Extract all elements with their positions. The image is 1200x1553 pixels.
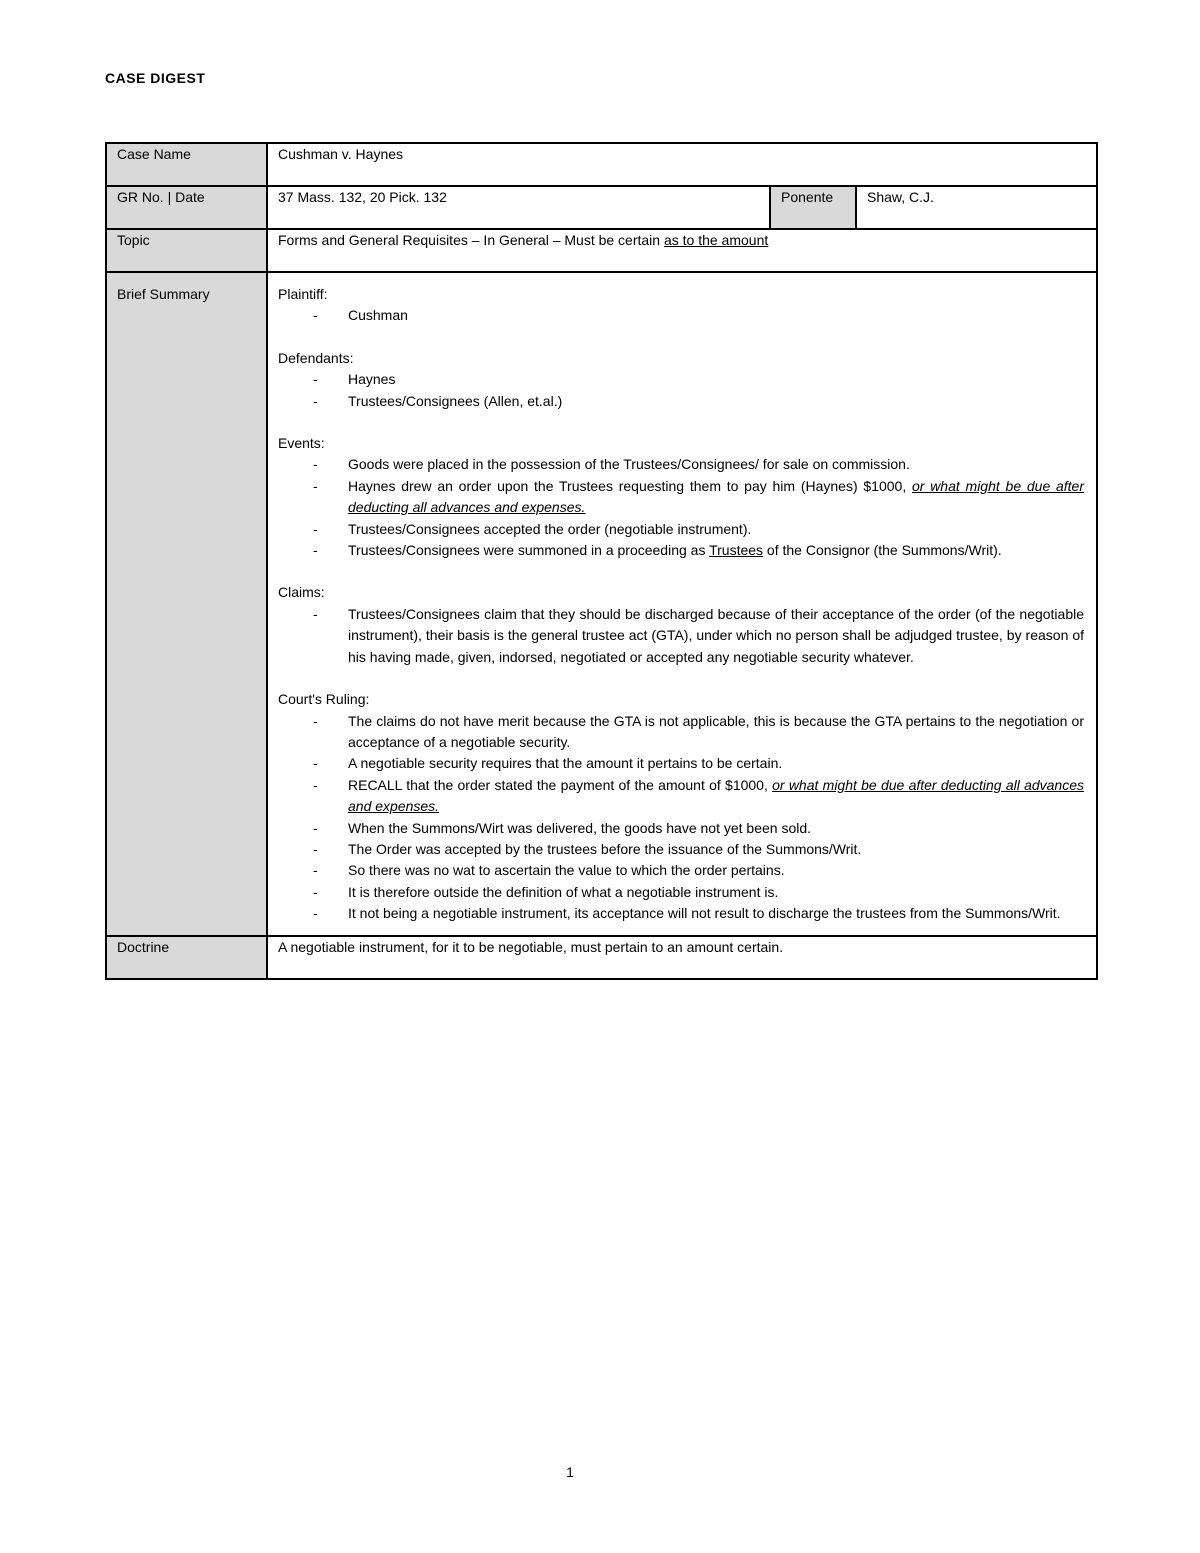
page-number: 1 — [566, 1464, 574, 1480]
case-name-label: Case Name — [106, 143, 267, 186]
doctrine-label: Doctrine — [106, 936, 267, 979]
ruling-emphasis: or what might be due after deducting all advances and expenses. — [348, 776, 1085, 815]
event-emphasis: or what might be due after deducting all advances and expenses. — [348, 477, 1085, 516]
case-name-row — [106, 143, 1097, 186]
list-item: - A negotiable security requires that the amount it pertains to be certain. — [278, 753, 1086, 774]
summary-row — [106, 272, 1097, 936]
ponente-label: Ponente — [770, 186, 856, 229]
event-text: Haynes drew an order upon the Trustees requesting them to pay him (Haynes) $1000, — [348, 477, 912, 494]
topic-label: Topic — [106, 229, 267, 272]
gr-label: GR No. | Date — [106, 186, 267, 229]
list-item: - So there was no wat to ascertain the value to which the order pertains. — [278, 860, 1086, 881]
list-item: - Cushman — [278, 305, 1086, 326]
list-item: - The Order was accepted by the trustees before the issuance of the Summons/Writ. — [278, 839, 1086, 860]
summary-content — [267, 272, 1097, 936]
list-item: - Trustees/Consignees accepted the order (negotiable instrument). — [278, 519, 1086, 540]
plaintiff-section — [278, 284, 1086, 327]
list-item: - Trustees/Consignees (Allen, et.al.) — [278, 391, 1086, 412]
list-item: - It not being a negotiable instrument, its acceptance will not result to discharge the trustees from the Summons/Writ. — [278, 903, 1086, 924]
events-heading: Events: — [278, 435, 325, 452]
doctrine-value: A negotiable instrument, for it to be negotiable, must pertain to an amount certain. — [267, 936, 1097, 979]
list-item: - Trustees/Consignees claim that they should be discharged because of their acceptance of the order (of the negotiable instrument), their basis is the general trustee act (GTA), under which no person shall be adjudged trustee, by reason of his having made, given, indorsed, negotiated or accepted any negotiable security whatever. — [278, 604, 1086, 668]
case-digest-table — [105, 142, 1098, 980]
list-item: - When the Summons/Wirt was delivered, the goods have not yet been sold. — [278, 818, 1086, 839]
topic-value — [267, 229, 1097, 272]
case-name-value: Cushman v. Haynes — [267, 143, 1097, 186]
plaintiff-heading: Plaintiff: — [278, 286, 328, 302]
document-title: CASE DIGEST — [105, 70, 206, 86]
defendants-heading: Defendants: — [278, 349, 354, 366]
events-section — [278, 433, 1086, 561]
list-item — [278, 540, 1086, 561]
doctrine-row — [106, 936, 1097, 979]
topic-row — [106, 229, 1097, 272]
event-text: of the Consignor (the Summons/Writ). — [763, 542, 1002, 559]
list-item: - Goods were placed in the possession of the Trustees/Consignees/ for sale on commission. — [278, 454, 1086, 475]
ruling-section — [278, 689, 1086, 924]
topic-text: Forms and General Requisites – In General – Must be certain — [278, 232, 664, 248]
claims-heading: Claims: — [278, 584, 325, 601]
ruling-heading: Court's Ruling: — [278, 691, 370, 708]
list-item: - It is therefore outside the definition of what a negotiable instrument is. — [278, 882, 1086, 903]
list-item — [278, 775, 1086, 818]
summary-label: Brief Summary — [106, 272, 267, 936]
list-item: - The claims do not have merit because the GTA is not applicable, this is because the GTA pertains to the negotiation or acceptance of a negotiable security. — [278, 711, 1086, 754]
gr-row — [106, 186, 1097, 229]
ponente-value: Shaw, C.J. — [856, 186, 1097, 229]
defendants-section — [278, 348, 1086, 412]
ruling-text: RECALL that the order stated the payment of the amount of $1000, — [348, 776, 773, 793]
list-item — [278, 476, 1086, 519]
topic-underlined-text: as to the amount — [663, 232, 769, 248]
gr-value: 37 Mass. 132, 20 Pick. 132 — [267, 186, 770, 229]
event-underline: Trustees — [709, 542, 764, 559]
claims-section — [278, 582, 1086, 668]
list-item: - Haynes — [278, 369, 1086, 390]
event-text: Trustees/Consignees were summoned in a proceeding as — [348, 542, 710, 559]
